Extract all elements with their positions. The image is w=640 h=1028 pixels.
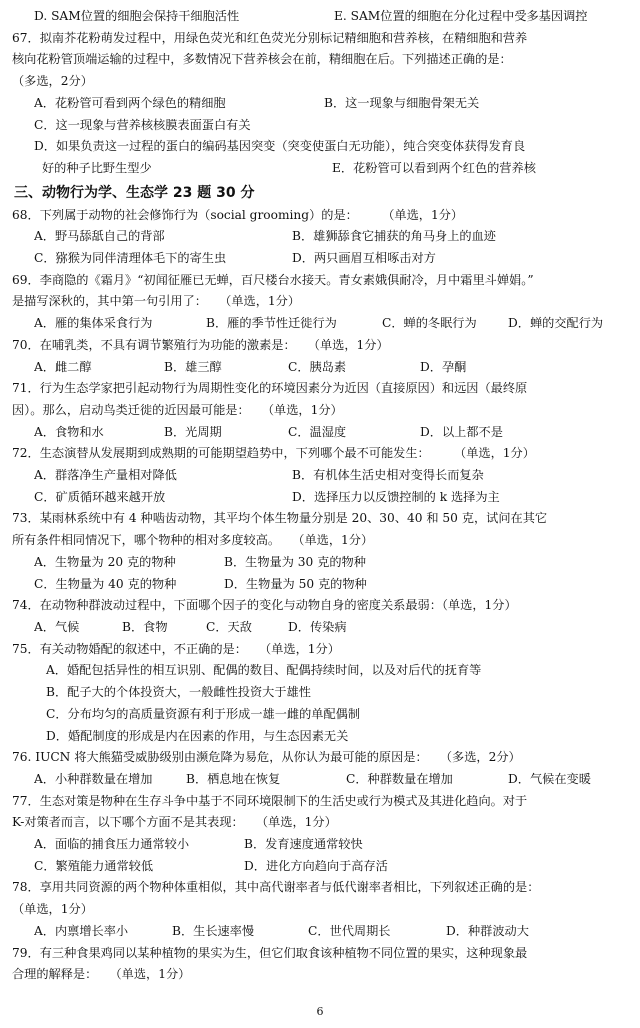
option-b: B．有机体生活史相对变得长而复杂	[292, 468, 484, 483]
option-a: A．生物量为 20 克的物种	[34, 554, 176, 569]
option-a: A．食物和水	[34, 424, 104, 439]
option-a: A．雁的集体采食行为	[34, 316, 153, 331]
option-b: B．食物	[122, 619, 168, 634]
question-73-stem: 73．某雨林系统中有 4 种啮齿动物，其平均个体生物量分别是 20、30、40 和 50 克，试问在其它	[12, 511, 548, 526]
option-c: C．生物量为 40 克的物种	[34, 576, 177, 591]
option-c: C．猕猴为同伴清理体毛下的寄生虫	[34, 251, 227, 266]
option-b: B．这一现象与细胞骨架无关	[324, 95, 480, 110]
option-b: B．生物量为 30 克的物种	[224, 554, 366, 569]
option-row	[12, 93, 630, 115]
option-row	[12, 487, 630, 509]
option-row	[12, 552, 630, 574]
option-row	[12, 617, 630, 639]
option-d: D．两只画眉互相啄击对方	[292, 251, 436, 266]
option-b: B．栖息地在恢复	[186, 771, 281, 786]
option-d: D．以上都不是	[420, 424, 503, 439]
option-c: C．这一现象与营养核核膜表面蛋白有关	[34, 117, 251, 132]
question-69-stem: 69．李商隐的《霜月》“初闻征雁已无蝉，百尺楼台水接天。青女素娥俱耐冷，月中霜里斗婵娟。”	[12, 272, 534, 287]
question-73-stem: 所有条件相同情况下，哪个物种的相对多度较高。 （单选，1分）	[12, 533, 374, 548]
option-a: A．气候	[34, 619, 80, 634]
option-c: C．繁殖能力通常较低	[34, 858, 154, 873]
option-row	[12, 422, 630, 444]
option-d: D. SAM位置的细胞会保持干细胞活性	[34, 9, 240, 23]
question-79-stem: 合理的解释是： （单选，1分）	[12, 967, 191, 982]
option-c: C．胰岛素	[288, 359, 347, 374]
option-row	[12, 921, 630, 943]
question-74-stem: 74．在动物种群波动过程中，下面哪个因子的变化与动物自身的密度关系最弱：（单选，1分）	[12, 598, 517, 613]
question-79-stem: 79．有三种食果鸡同以某种植物的果实为生，但它们取食该种植物不同位置的果实，这种现象最	[12, 945, 528, 960]
option-c: C．矿质循环越来越开放	[34, 489, 166, 504]
option-row	[12, 158, 630, 180]
option-b: B．雁的季节性迁徙行为	[206, 316, 337, 331]
option-d: D．种群波动大	[446, 923, 529, 938]
question-78-stem: （单选，1分）	[12, 902, 93, 917]
option-a: A．雌二醇	[34, 359, 92, 374]
option-c: C．世代周期长	[308, 923, 391, 938]
question-69-stem: 是描写深秋的，其中第一句引用了： （单选，1分）	[12, 294, 301, 309]
option-row	[12, 856, 630, 878]
option-row	[12, 248, 630, 270]
option-a: A．内禀增长率小	[34, 923, 129, 938]
option-a: A．群落净生产量相对降低	[34, 468, 177, 483]
question-70-stem: 70．在哺乳类，不具有调节繁殖行为功能的激素是： （单选，1分）	[12, 337, 389, 352]
option-row	[12, 313, 630, 335]
question-67-stem: 核向花粉管顶端运输的过程中，多数情况下营养核会在前，精细胞在后。下列描述正确的是：	[12, 52, 512, 67]
question-75-stem: 75．有关动物婚配的叙述中，不正确的是： （单选，1分）	[12, 641, 340, 656]
option-c: C．蝉的冬眠行为	[382, 316, 477, 331]
question-77-stem: K-对策者而言，以下哪个方面不是其表现： （单选，1分）	[12, 815, 337, 830]
option-e: E. SAM位置的细胞在分化过程中受多基因调控	[334, 9, 588, 23]
option-row	[12, 834, 630, 856]
option-b: B．光周期	[164, 424, 222, 439]
page-number: 6	[316, 1005, 324, 1018]
option-b: B．生长速率慢	[172, 923, 255, 938]
option-a: A．野马舔舐自己的背部	[34, 229, 165, 244]
option-b: B．雄狮舔食它捕获的角马身上的血迹	[292, 229, 496, 244]
option-b: B．雄三醇	[164, 359, 222, 374]
option-row	[12, 465, 630, 487]
option-d: D．如果负责这一过程的蛋白的编码基因突变（突变使蛋白无功能），纯合突变体获得发育良	[34, 139, 526, 154]
option-b: B．配子大的个体投资大，一般雌性投资大于雄性	[46, 685, 311, 700]
option-d: D．传染病	[288, 619, 347, 634]
question-78-stem: 78．享用共同资源的两个物种体重相似，其中高代谢率者与低代谢率者相比，下列叙述正确的是：	[12, 880, 540, 895]
option-d-continued: 好的种子比野生型少	[42, 160, 152, 175]
option-c: C．种群数量在增加	[346, 771, 453, 786]
exam-page	[12, 6, 630, 986]
option-d: D．气候在变暖	[508, 771, 591, 786]
question-71-stem: 71．行为生态学家把引起动物行为周期性变化的环境因素分为近因（直接原因）和远因（最终原	[12, 381, 528, 396]
option-a: A．面临的捕食压力通常较小	[34, 837, 190, 852]
option-row	[12, 6, 630, 28]
option-a: A．花粉管可看到两个绿色的精细胞	[34, 95, 226, 110]
option-c: C．天敌	[206, 619, 252, 634]
option-d: D．蝉的交配行为	[508, 316, 604, 331]
question-76-stem: 76. IUCN 将大熊猫受威胁级别由濒危降为易危，从你认为最可能的原因是： （多选，2分）	[12, 750, 521, 765]
option-d: D．选择压力以反馈控制的 k 选择为主	[292, 489, 500, 504]
option-row	[12, 574, 630, 596]
question-68-stem: 68．下列属于动物的社会修饰行为（social grooming）的是： （单选，1分）	[12, 207, 464, 222]
option-d: D．婚配制度的形成是内在因素的作用，与生态因素无关	[46, 728, 349, 743]
option-d: D．孕酮	[420, 359, 467, 374]
question-67-stem: 67．拟南芥花粉萌发过程中，用绿色荧光和红色荧光分别标记精细胞和营养核，在精细胞和营养	[12, 30, 528, 45]
option-row	[12, 769, 630, 791]
question-77-stem: 77．生态对策是物种在生存斗争中基于不同环境限制下的生活史或行为模式及其进化趋向。对于	[12, 793, 528, 808]
question-72-stem: 72．生态演替从发展期到成熟期的可能期望趋势中，下列哪个最不可能发生： （单选，1分）	[12, 446, 535, 461]
option-d: D．进化方向趋向于高存活	[244, 858, 388, 873]
option-a: A．小种群数量在增加	[34, 771, 153, 786]
option-b: B．发育速度通常较快	[244, 837, 363, 852]
option-row	[12, 357, 630, 379]
option-d: D．生物量为 50 克的物种	[224, 576, 367, 591]
option-c: C．分布均匀的高质量资源有利于形成一雄一雌的单配偶制	[46, 706, 361, 721]
option-c: C．温湿度	[288, 424, 347, 439]
option-e: E．花粉管可以看到两个红色的营养核	[332, 160, 536, 175]
option-a: A．婚配包括异性的相互识别、配偶的数目、配偶持续时间，以及对后代的抚育等	[46, 663, 482, 678]
option-row	[12, 226, 630, 248]
section-heading: 三、动物行为学、生态学 23 题 30 分	[14, 184, 255, 201]
question-71-stem: 因）。那么，启动鸟类迁徙的近因最可能是： （单选，1分）	[12, 402, 343, 417]
question-67-stem: （多选，2分）	[12, 74, 93, 89]
